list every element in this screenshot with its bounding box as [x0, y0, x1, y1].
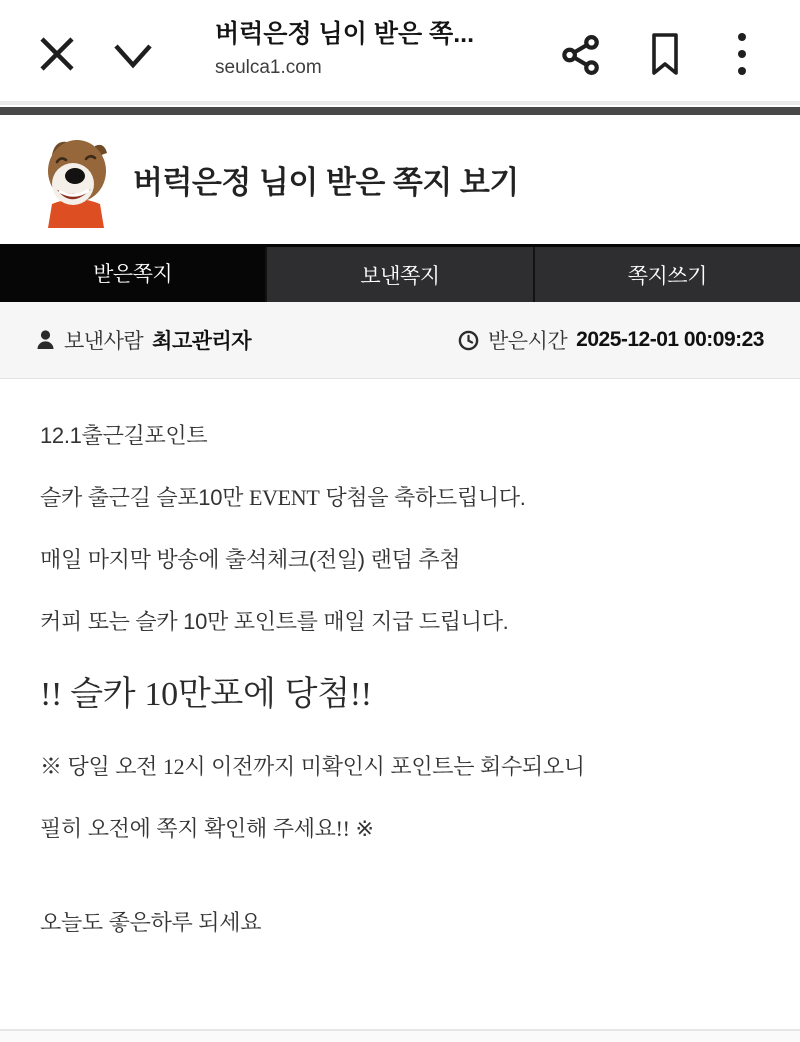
page-title: 버럭은정 님이 받은 쪽지 보기: [133, 165, 519, 200]
message-text: 슬카 출근길 슬포10만: [40, 485, 249, 510]
message-text: !!: [40, 676, 71, 713]
message-body: [0, 379, 800, 936]
message-tabs: [0, 244, 800, 302]
message-line: [40, 910, 760, 936]
clock-icon: [458, 330, 479, 351]
message-text: 커피 또는 슬카 10만 포인트를 매일 지급 드립니다.: [40, 609, 509, 634]
received-time-group: [458, 325, 764, 355]
message-text: 12.1출근길포인트: [40, 423, 208, 448]
message-text: 슬카: [70, 675, 145, 713]
message-highlight-line: [40, 671, 760, 718]
message-line: [40, 609, 760, 635]
message-text: 오늘도 좋은하루 되세요: [40, 910, 262, 935]
message-text: 시 이전까지 미확인시 포인트는 회수되오니: [184, 754, 585, 779]
browser-url: seulca1.com: [215, 57, 322, 78]
share-button[interactable]: [560, 34, 602, 76]
message-text: 당첨을 축하드립니다.: [319, 485, 526, 510]
tab-write-message[interactable]: 쪽지쓰기: [533, 247, 800, 302]
received-time-label: 받은시간: [488, 330, 568, 353]
message-text: 필히 오전에 쪽지 확인해 주세요: [40, 816, 336, 841]
message-line: [40, 547, 760, 573]
message-line: [40, 816, 760, 842]
collapse-button[interactable]: [112, 42, 154, 70]
dog-avatar-image: [38, 133, 114, 228]
sender-label: 보낸사람: [64, 330, 144, 353]
message-text: 만포에 당첨: [177, 675, 350, 713]
message-text: !!: [349, 676, 372, 713]
message-line: [40, 754, 760, 780]
chrome-divider-bar: [0, 107, 800, 115]
overflow-menu-button[interactable]: [733, 33, 751, 77]
close-icon: [38, 36, 76, 72]
message-line: [40, 423, 760, 449]
tab-sent-messages[interactable]: 보낸쪽지: [265, 247, 532, 302]
kebab-menu-icon: [738, 33, 746, 75]
message-text: 매일 마지막 방송에 출석체크(전일) 랜덤 추첨: [40, 547, 461, 572]
browser-title-block: [215, 19, 545, 79]
message-text: ※: [349, 816, 374, 841]
message-meta-bar: [0, 302, 800, 379]
bottom-divider: [0, 1029, 800, 1042]
page-header: [0, 115, 800, 244]
message-text: ※ 당일 오전: [40, 754, 163, 779]
message-line: [40, 485, 760, 511]
close-button[interactable]: [38, 36, 76, 72]
chevron-down-icon: [112, 42, 154, 70]
browser-top-bar: [0, 0, 800, 105]
tab-received-messages[interactable]: 받은쪽지: [0, 244, 265, 302]
share-icon: [560, 34, 602, 76]
avatar: [38, 133, 114, 228]
message-text: 12: [162, 754, 185, 779]
browser-page-title: 버럭은정 님이 받은 쪽...: [215, 20, 475, 48]
message-text: !!: [335, 816, 350, 841]
sender-group: [36, 325, 251, 355]
received-time-value: 2025-12-01 00:09:23: [576, 328, 764, 351]
bookmark-icon: [648, 32, 682, 76]
person-icon: [36, 330, 55, 350]
message-text: EVENT: [248, 485, 320, 510]
bookmark-button[interactable]: [648, 32, 682, 76]
sender-value: 최고관리자: [152, 330, 252, 353]
message-text: 10: [144, 676, 178, 713]
